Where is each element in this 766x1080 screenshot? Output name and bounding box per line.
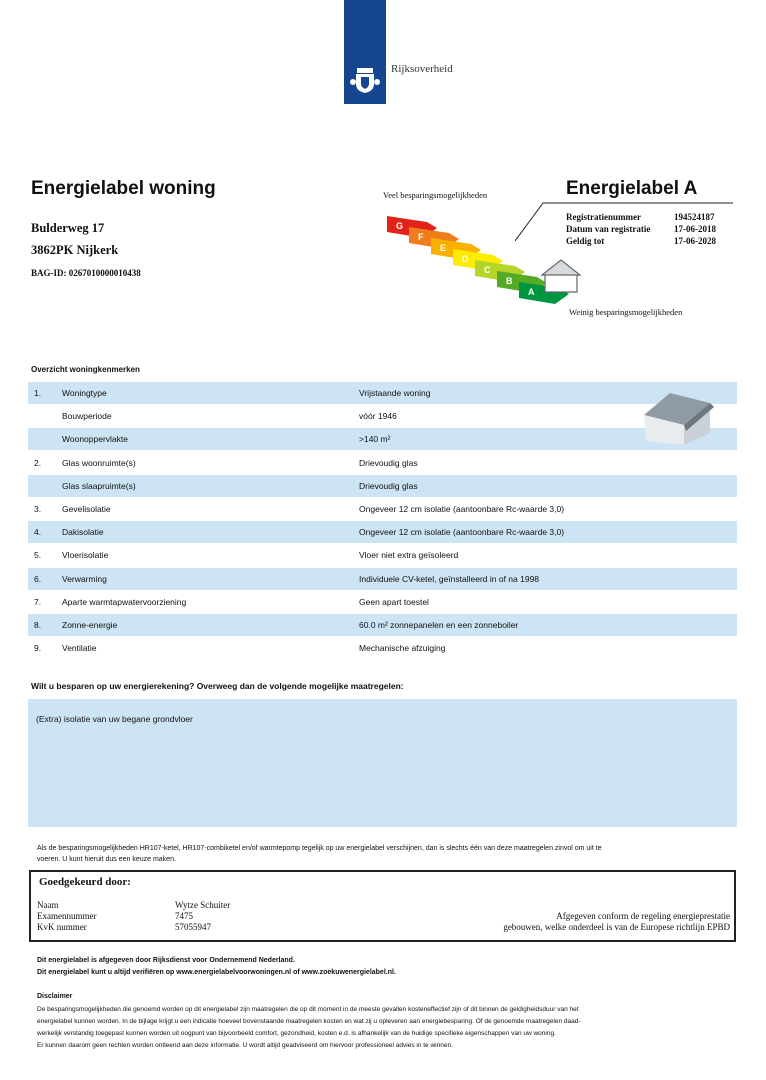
crest-icon [348,60,382,96]
overview-row-value: >140 m² [359,434,391,445]
overview-row-number: 9. [34,643,42,654]
brand-name: Rijksoverheid [391,63,453,75]
label-value: 17-06-2028 [674,236,716,246]
overview-row [28,382,737,404]
overview-row-value: Vrijstaande woning [359,388,431,398]
approval-value: Wytze Schuiter [175,900,231,910]
disclaimer-line: Er kunnen daarom geen rechten worden ontleend aan deze informatie. U wordt altijd geadviseerd om hiervoor professioneel advies in te winnen. [37,1042,453,1049]
address-street: Bulderweg 17 [31,221,105,235]
overview-row-value: Mechanische afzuiging [359,643,446,654]
overview-row [28,544,737,566]
overview-row-value: Ongeveer 12 cm isolatie (aantoonbare Rc-waarde 3,0) [359,504,565,514]
overview-row [28,428,737,450]
label-value: 194524187 [674,212,715,222]
overview-row [28,405,737,427]
label-key: Datum van registratie [566,224,651,234]
scale-class-letter: E [440,243,447,253]
disclaimer-line: energielabel kunnen worden. In de bijlage krijgt u een indicatie hoeveel bovenstaande maatregelen kosten en wat zij u opleveren aan energiebesparing. Of de genoemde maatregelen daad- [37,1018,581,1025]
overview-row-number: 1. [34,388,42,398]
approval-conform: Afgegeven conform de regeling energieprestatie [556,911,730,921]
note-line: Als de besparingsmogelijkheden HR107-ketel, HR107-combiketel en/of warmtepomp tegelijk op uw energielabel verschijnen, dan is slechts één van deze maatregelen zinvol om uit te [37,845,602,852]
overview-row-label: Glas slaapruimte(s) [62,480,136,491]
house-icon [636,385,716,447]
overview-row [28,614,737,636]
approval-key: Examennummer [37,911,97,921]
overview-row [28,475,737,497]
overview-row-label: Zonne-energie [62,620,118,630]
scale-class-letter: F [418,232,424,242]
overview-row-value: 60.0 m² zonnepanelen en een zonneboiler [359,620,519,630]
overview-row [28,568,737,590]
label-key: Registratienummer [566,212,641,222]
approval-key: Naam [37,900,59,910]
overview-row-value: Vloer niet extra geïsoleerd [359,550,459,561]
scale-class-letter: D [462,254,469,264]
scale-class-letter: B [506,276,513,286]
overview-row-label: Bouwperiode [62,411,112,422]
approval-key: KvK nummer [37,922,87,932]
approval-value: 7475 [175,911,193,921]
overview-row-number: 8. [34,620,42,630]
scale-top-text: Veel besparingsmogelijkheden [383,190,488,200]
overview-row-number: 4. [34,527,42,538]
page-title: Energielabel woning [31,178,216,199]
disclaimer-line: De besparingsmogelijkheden die genoemd worden op dit energielabel zijn maatregelen die op dit moment in de meeste gevallen kosteneffectief zijn of dit binnen de geldigheidsduur van het [37,1006,579,1013]
overview-row-label: Dakisolatie [62,527,104,538]
overview-row-value: Individuele CV-ketel, geïnstalleerd in of na 1998 [359,573,540,584]
note-line: voeren. U kunt hieruit dus een keuze maken. [37,856,176,863]
savings-measure: (Extra) isolatie van uw begane grondvloer [36,714,193,724]
overview-row [28,498,737,520]
scale-bottom-text: Weinig besparingsmogelijkheden [569,307,683,317]
overview-row-value: Drievoudig glas [359,457,418,468]
address-city: 3862PK Nijkerk [31,243,119,257]
overview-row-label: Glas woonruimte(s) [62,457,136,468]
overview-row-number: 5. [34,550,42,561]
disclaimer-title: Disclaimer [37,993,73,1000]
scale-class-letter: A [528,287,535,297]
overview-row [28,521,737,543]
overview-row-label: Vloerisolatie [62,550,109,561]
overview-row-value: Geen apart toestel [359,596,429,607]
overview-row-label: Aparte warmtapwatervoorziening [62,596,187,607]
overview-row [28,637,737,659]
scale-class-letter: C [484,265,491,275]
overview-row-label: Ventilatie [62,643,97,654]
overview-row-label: Verwarming [62,573,107,584]
disclaimer-line: werkelijk verstandig toegepast kunnen worden uit oogpunt van bijvoorbeeld comfort, gezondheid, kosten e.d. is afhankelijk van de huidige specifieke eigenschappen van uw woning. [37,1030,556,1037]
overview-row-value: vóór 1946 [359,411,397,422]
approval-conform: gebouwen, welke onderdeel is van de Europese richtlijn EPBD [503,922,730,932]
energy-label-title: Energielabel A [566,178,698,199]
overview-title: Overzicht woningkenmerken [31,365,140,374]
overview-row-number: 7. [34,596,42,607]
overview-row-number: 2. [34,457,42,468]
label-value: 17-06-2018 [674,224,716,234]
overview-row-value: Drievoudig glas [359,480,418,491]
scale-class-letter: G [396,221,404,231]
bag-id: BAG-ID: 0267010000010438 [31,268,141,278]
label-key: Geldig tot [566,236,605,246]
overview-row [28,452,737,474]
label-pointer-house-icon [542,260,580,292]
issued-by: Dit energielabel is afgegeven door Rijksdienst voor Ondernemend Nederland. [37,957,295,964]
overview-row [28,591,737,613]
verify-info: Dit energielabel kunt u altijd verifiëren op www.energielabelvoorwoningen.nl of www.zoekuwenergielabel.nl. [37,969,396,976]
overview-row-number: 6. [34,573,42,584]
overview-row-value: Ongeveer 12 cm isolatie (aantoonbare Rc-waarde 3,0) [359,527,565,538]
overview-row-number: 3. [34,504,42,514]
overview-row-label: Gevelisolatie [62,504,111,514]
overview-row-label: Woonoppervlakte [62,434,128,445]
approval-value: 57055947 [175,922,211,932]
approval-title: Goedgekeurd door: [39,876,131,888]
overview-row-label: Woningtype [62,388,107,398]
savings-question: Wilt u besparen op uw energierekening? Overweeg dan de volgende mogelijke maatregelen: [31,681,404,691]
